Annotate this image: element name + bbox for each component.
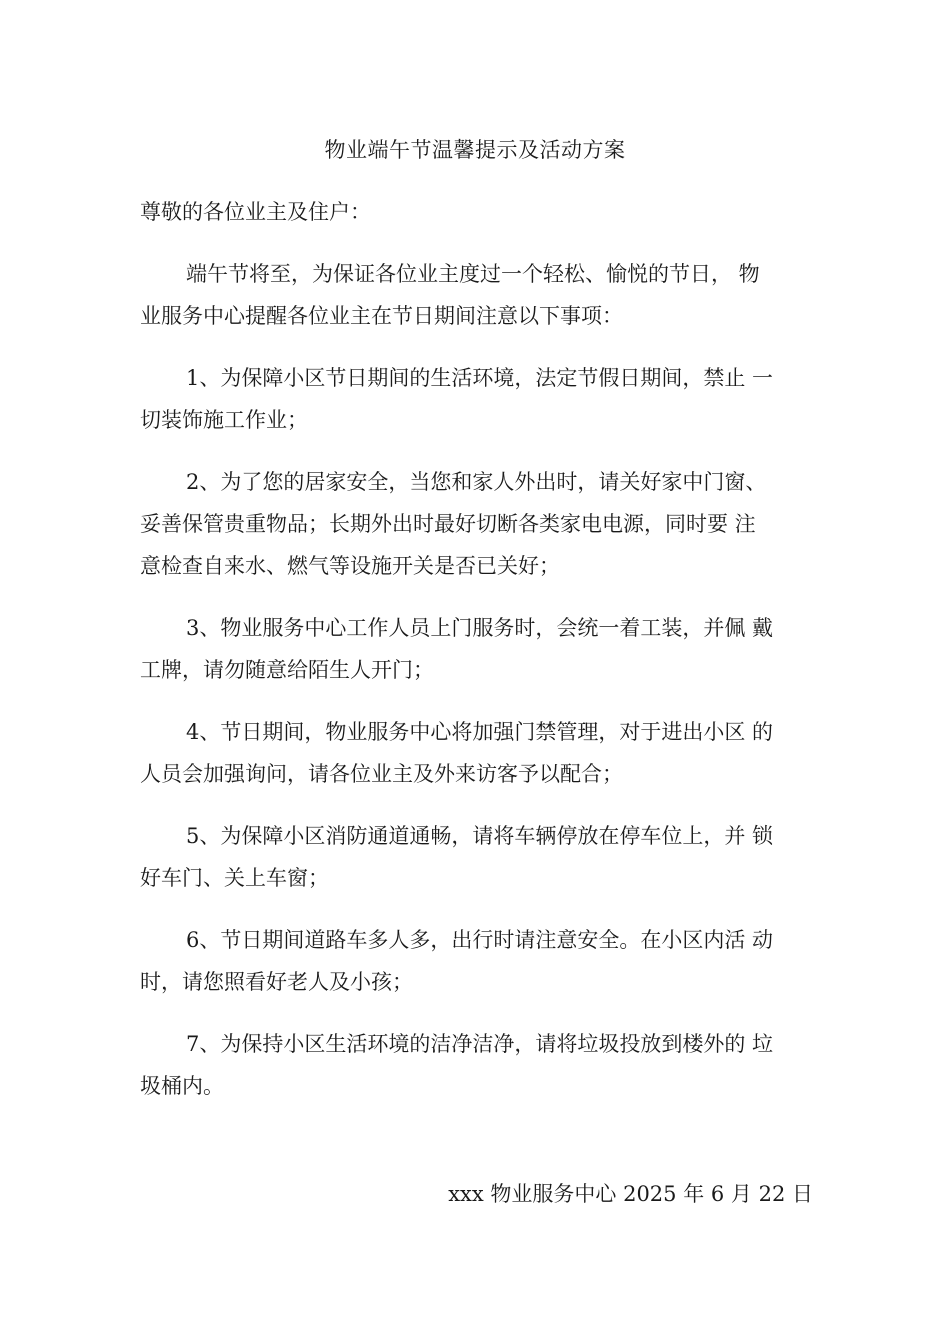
paragraph-line: 1、为保障小区节日期间的生活环境，法定节假日期间，禁止 一	[186, 366, 774, 390]
paragraph-line: 4、节日期间，物业服务中心将加强门禁管理，对于进出小区 的	[186, 720, 774, 744]
paragraph-item-3	[140, 607, 816, 691]
paragraph-line: 3、物业服务中心工作人员上门服务时，会统一着工装，并佩 戴	[186, 616, 774, 640]
paragraph-line: 7、为保持小区生活环境的洁净洁净，请将垃圾投放到楼外的 垃	[186, 1032, 774, 1056]
paragraph-item-2	[140, 461, 816, 587]
document-body	[140, 253, 816, 1127]
paragraph-item-1	[140, 357, 816, 441]
paragraph-item-7	[140, 1023, 816, 1107]
paragraph-line: 工牌，请勿随意给陌生人开门；	[140, 658, 434, 682]
paragraph-line: 圾桶内。	[140, 1074, 224, 1098]
paragraph-line: 6、节日期间道路车多人多，出行时请注意安全。在小区内活 动	[186, 928, 774, 952]
paragraph-item-4	[140, 711, 816, 795]
paragraph-item-6	[140, 919, 816, 1003]
paragraph-line: 好车门、关上车窗；	[140, 866, 329, 890]
paragraph-line: 端午节将至，为保证各位业主度过一个轻松、愉悦的节日， 物	[186, 262, 760, 286]
paragraph-line: 人员会加强询问，请各位业主及外来访客予以配合；	[140, 762, 623, 786]
paragraph-intro	[140, 253, 816, 337]
paragraph-line: 业服务中心提醒各位业主在节日期间注意以下事项：	[140, 304, 623, 328]
signature-line: xxx 物业服务中心 2025 年 6 月 22 日	[448, 1182, 813, 1206]
paragraph-line: 5、为保障小区消防通道通畅，请将车辆停放在停车位上，并 锁	[186, 824, 774, 848]
paragraph-line: 意检查自来水、燃气等设施开关是否已关好；	[140, 554, 560, 578]
paragraph-line: 妥善保管贵重物品；长期外出时最好切断各类家电电源，同时要 注	[140, 512, 756, 536]
paragraph-line: 时，请您照看好老人及小孩；	[140, 970, 413, 994]
document-title: 物业端午节温馨提示及活动方案	[324, 138, 626, 162]
paragraph-item-5	[140, 815, 816, 899]
salutation: 尊敬的各位业主及住户：	[140, 200, 371, 224]
paragraph-line: 2、为了您的居家安全，当您和家人外出时，请关好家中门窗、	[186, 470, 767, 494]
paragraph-line: 切装饰施工作业；	[140, 408, 308, 432]
